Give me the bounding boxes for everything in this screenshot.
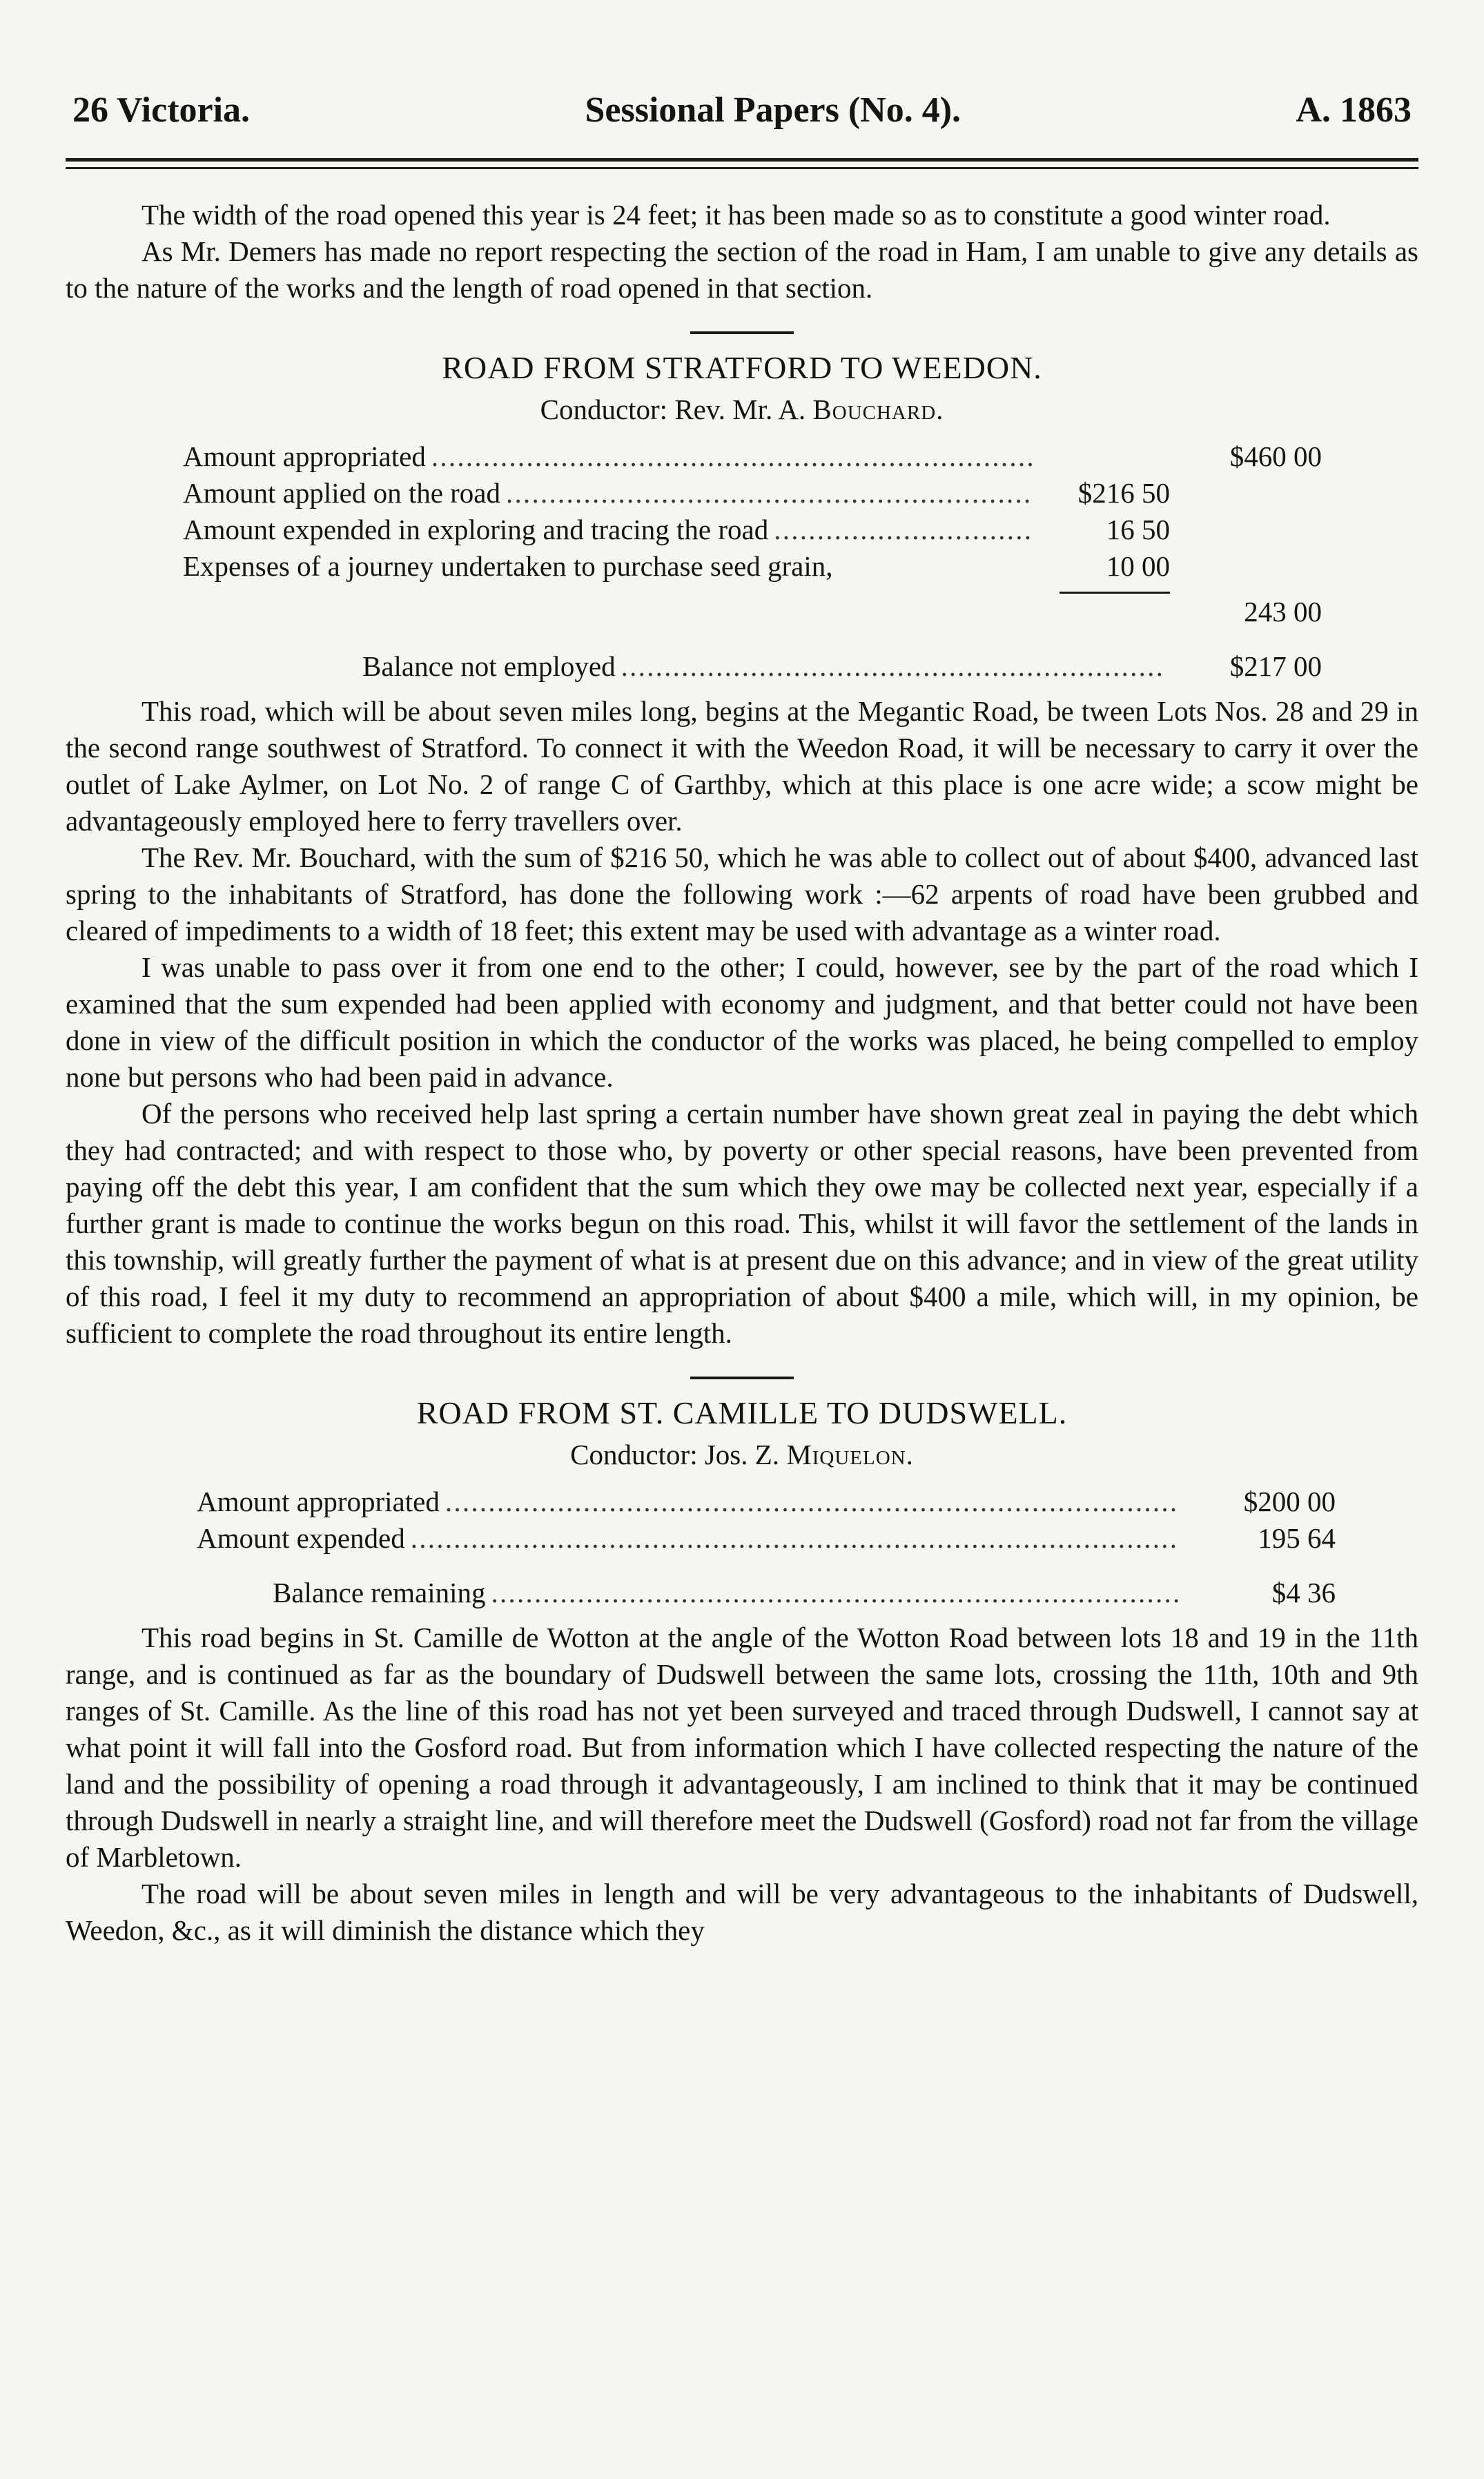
account-subamount: 10 00	[1106, 550, 1170, 582]
header-double-rule	[66, 158, 1418, 169]
subtotal-amount: 243 00	[1244, 596, 1322, 628]
account-label: Amount expended	[197, 1522, 405, 1554]
leader-dots	[411, 1520, 1178, 1557]
header-center: Sessional Papers (No. 4).	[585, 90, 961, 130]
conductor-surname: Miquelon.	[786, 1439, 914, 1470]
account-label: Amount appropriated	[197, 1486, 440, 1517]
section-title-stratford-weedon: ROAD FROM STRATFORD TO WEEDON.	[442, 350, 1042, 385]
subtotal-rule	[1060, 592, 1170, 594]
conductor-name: Jos. Z.	[704, 1439, 780, 1470]
balance-label: Balance remaining	[273, 1577, 486, 1608]
section-conductor	[66, 393, 1418, 426]
conductor-name: Rev. Mr. A.	[674, 393, 806, 425]
section2-body	[66, 1620, 1418, 1949]
account-subamount: $216 50	[1077, 477, 1170, 509]
balance-amount: $217 00	[1229, 650, 1322, 682]
section-conductor	[66, 1438, 1418, 1471]
conductor-prefix: Conductor:	[570, 1439, 698, 1470]
leader-dots	[491, 1575, 1178, 1611]
account-row	[197, 1484, 1336, 1520]
leader-dots	[774, 512, 1033, 548]
account-amount: $200 00	[1243, 1486, 1336, 1517]
body-paragraph: This road begins in St. Camille de Wotton at the angle of the Wotton Road between lots 18 and 19 in the 11th range, and is continued as far as the boundary of Dudswell between the same lots, crossing the 11th, 10th and 9th ranges of St. Camille. As the line of this road has not yet been surveyed and traced through Dudswell, I cannot say at what point it will fall into the Gosford road. But from information which I have collected respecting the nature of the land and the possibility of opening a road through it advantageously, I am inclined to think that it may be continued through Dudswell in nearly a straight line, and will therefore meet the Dudswell (Gosford) road not far from the village of Marbletown.	[66, 1622, 1418, 1873]
body-paragraph: The road will be about seven miles in length and will be very advantageous to the inhabitants of Dudswell, Weedon, &c., as it will diminish the distance which they	[66, 1878, 1418, 1946]
leader-dots	[506, 475, 1033, 512]
account-label: Amount appropriated	[183, 440, 426, 472]
leader-dots	[621, 648, 1164, 685]
intro-paragraph-2: As Mr. Demers has made no report respecting the section of the road in Ham, I am unable to give any details as to the nature of the works and the length of road opened in that section.	[66, 235, 1418, 304]
accounts-table-2	[66, 1484, 1418, 1611]
account-row	[183, 438, 1322, 475]
header-right: A. 1863	[1296, 90, 1412, 130]
account-label: Amount expended in exploring and tracing the road	[183, 514, 769, 545]
body-paragraph: Of the persons who received help last spring a certain number have shown great zeal in paying the debt which they had contracted; and with respect to those who, by poverty or other special reasons, have been prevented from paying off the debt this year, I am confident that the sum which they owe may be collected next year, especially if a further grant is made to continue the works begun on this road. This, whilst it will favor the settlement of the lands in this township, will greatly further the payment of what is at present due on this advance; and in view of the great utility of this road, I feel it my duty to recommend an appropriation of about $400 a mile, which will, in my opinion, be sufficient to complete the road throughout its entire length.	[66, 1098, 1418, 1349]
account-label: Amount applied on the road	[183, 477, 501, 509]
conductor-surname: Bouchard.	[812, 393, 944, 425]
account-row	[197, 1520, 1336, 1557]
account-amount: $460 00	[1229, 440, 1322, 472]
balance-amount: $4 36	[1271, 1577, 1336, 1608]
header-left: 26 Victoria.	[72, 90, 251, 130]
account-row	[183, 475, 1322, 512]
section-divider	[690, 331, 794, 334]
section1-body	[66, 693, 1418, 1352]
account-row	[183, 548, 1322, 585]
intro-paragraph-1: The width of the road opened this year is 24 feet; it has been made so as to constitute a good winter road.	[141, 199, 1331, 231]
balance-row	[183, 648, 1322, 685]
running-header	[66, 90, 1418, 130]
account-amount: 195 64	[1258, 1522, 1336, 1554]
section-title-st-camille-dudswell: ROAD FROM ST. CAMILLE TO DUDSWELL.	[416, 1395, 1068, 1430]
body-paragraph: This road, which will be about seven miles long, begins at the Megantic Road, be tween Lots Nos. 28 and 29 in the second range southwest of Stratford. To connect it with the Weedon Road, it will be necessary to carry it over the outlet of Lake Aylmer, on Lot No. 2 of range C of Garthby, which at this place is one acre wide; a scow might be advantageously employed here to ferry travellers over.	[66, 695, 1418, 837]
account-subamount: 16 50	[1106, 514, 1170, 545]
balance-row	[197, 1575, 1336, 1611]
subtotal-rule-row	[183, 585, 1322, 594]
leader-dots	[431, 438, 1033, 475]
account-label: Expenses of a journey undertaken to purchase seed grain,	[183, 550, 833, 582]
balance-label: Balance not employed	[362, 650, 616, 682]
account-row	[183, 512, 1322, 548]
body-paragraph: The Rev. Mr. Bouchard, with the sum of $216 50, which he was able to collect out of about $400, advanced last spring to the inhabitants of Stratford, has done the following work :—62 arpents of road have been grubbed and cleared of impediments to a width of 18 feet; this extent may be used with advantage as a winter road.	[66, 842, 1418, 946]
subtotal-row	[183, 594, 1322, 630]
leader-dots	[445, 1484, 1178, 1520]
intro-text	[66, 197, 1418, 307]
accounts-table-1	[66, 438, 1418, 685]
body-paragraph: I was unable to pass over it from one end to the other; I could, however, see by the part of the road which I examined that the sum expended had been applied with economy and judgment, and that better could not have been done in view of the difficult position in which the conductor of the works was placed, he being compelled to employ none but persons who had been paid in advance.	[66, 951, 1418, 1093]
section-divider	[690, 1377, 794, 1379]
conductor-prefix: Conductor:	[540, 393, 668, 425]
